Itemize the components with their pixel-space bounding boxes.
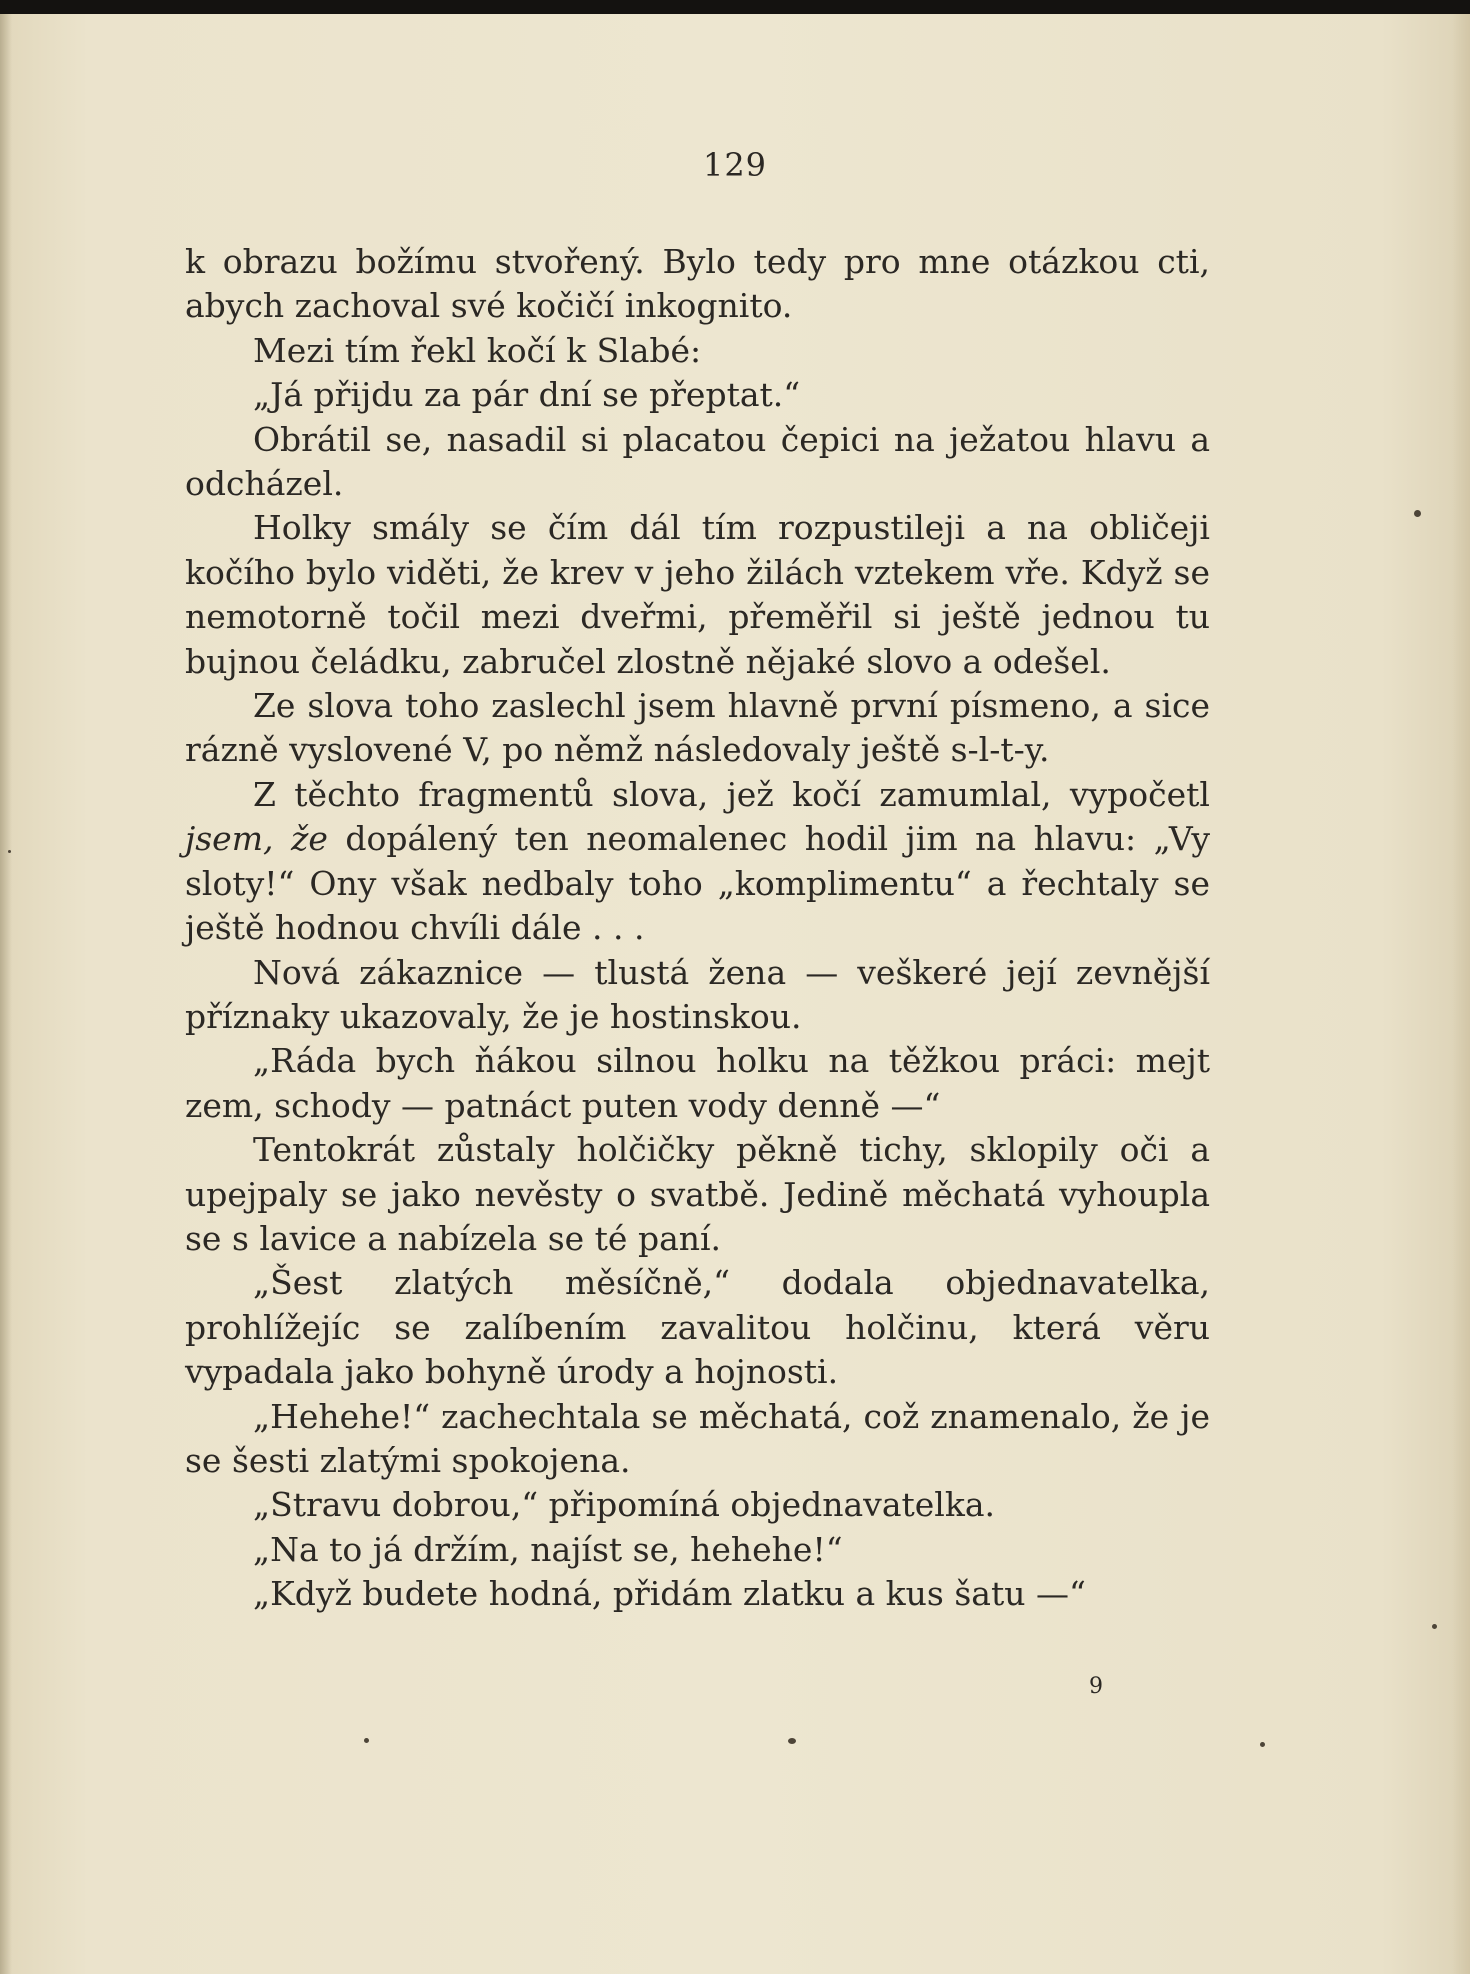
paper-speck <box>1260 1742 1265 1747</box>
paragraph <box>185 1039 1210 1128</box>
paragraph <box>185 1395 1210 1484</box>
paper-speck <box>1432 1624 1437 1629</box>
paragraph <box>185 951 1210 1040</box>
paper-speck <box>364 1738 369 1743</box>
body-text <box>185 240 1210 1617</box>
paragraph-text-before: Z těchto fragmentů slova, jež kočí zamumlal, vypočetl <box>253 774 1210 814</box>
scan-top-edge <box>0 0 1470 14</box>
page-gutter-shadow <box>0 14 12 1974</box>
paragraph-text: Obrátil se, nasadil si placatou čepici na ježatou hlavu a odcházel. <box>185 419 1210 504</box>
paragraph <box>185 418 1210 507</box>
paragraph-text-after: dopálený ten neomalenec hodil jim na hlavu: „Vy sloty!“ Ony však nedbaly toho „komplimentu“ a řechtaly se ještě hodnou chvíli dále . . . <box>185 819 1211 948</box>
signature-mark: 9 <box>1089 1674 1103 1699</box>
page-edge-shadow <box>1452 14 1470 1974</box>
paragraph-text: „Na to já držím, najíst se, hehehe!“ <box>253 1529 843 1569</box>
paragraph <box>185 373 1210 417</box>
paragraph-italic-text: jsem, že <box>185 819 328 859</box>
paragraph-text: Mezi tím řekl kočí k Slabé: <box>253 330 702 370</box>
paragraph <box>185 1528 1210 1572</box>
paragraph <box>185 1572 1210 1616</box>
paragraph-text: „Ráda bych ňákou silnou holku na těžkou práci: mejt zem, schody — patnáct puten vody denně —“ <box>185 1041 1210 1125</box>
paragraph <box>185 506 1210 684</box>
paragraph-text: „Hehehe!“ zachechtala se měchatá, což znamenalo, že je se šesti zlatými spokojena. <box>185 1396 1210 1480</box>
paragraph-text: „Šest zlatých měsíčně,“ dodala objednavatelka, prohlížejíc se zalíbením zavalitou holčinu, která věru vypadala jako bohyně úrody a hojnosti. <box>185 1263 1210 1392</box>
paragraph <box>185 1483 1210 1527</box>
paragraph-text: k obrazu božímu stvořený. Bylo tedy pro mne otázkou cti, abych zachoval své kočičí inkognito. <box>185 242 1210 326</box>
paragraph <box>185 684 1210 773</box>
paragraph-text: Holky smály se čím dál tím rozpustileji a na obličeji kočího bylo viděti, že krev v jeho žilách vztekem vře. Když se nemotorně točil mezi dveřmi, přeměřil si ještě jednou tu bujnou čeládku, zabručel zlostně nějaké slovo a odešel. <box>185 508 1210 681</box>
paragraph-text: „Když budete hodná, přidám zlatku a kus šatu —“ <box>253 1574 1086 1614</box>
paragraph-text: Ze slova toho zaslechl jsem hlavně první písmeno, a sice rázně vyslovené V, po němž následovaly ještě s-l-t-y. <box>185 686 1210 770</box>
paragraph-text: Nová zákaznice — tlustá žena — veškeré její zevnější příznaky ukazovaly, že je hostinskou. <box>185 952 1210 1036</box>
paper-speck <box>8 850 11 853</box>
paper-speck <box>1414 510 1421 517</box>
paragraph <box>185 773 1210 951</box>
page-number: 129 <box>702 146 768 184</box>
paragraph <box>185 1261 1210 1394</box>
paragraph-text: „Já přijdu za pár dní se přeptat.“ <box>253 375 801 415</box>
paragraph-text: „Stravu dobrou,“ připomíná objednavatelka. <box>253 1485 996 1525</box>
paragraph-text: Tentokrát zůstaly holčičky pěkně tichy, sklopily oči a upejpaly se jako nevěsty o svatbě. Jedině měchatá vyhoupla se s lavice a nabízela se té paní. <box>185 1130 1210 1258</box>
paragraph <box>185 329 1210 373</box>
paragraph <box>185 240 1210 329</box>
paragraph <box>185 1128 1210 1261</box>
paper-speck <box>788 1738 796 1744</box>
